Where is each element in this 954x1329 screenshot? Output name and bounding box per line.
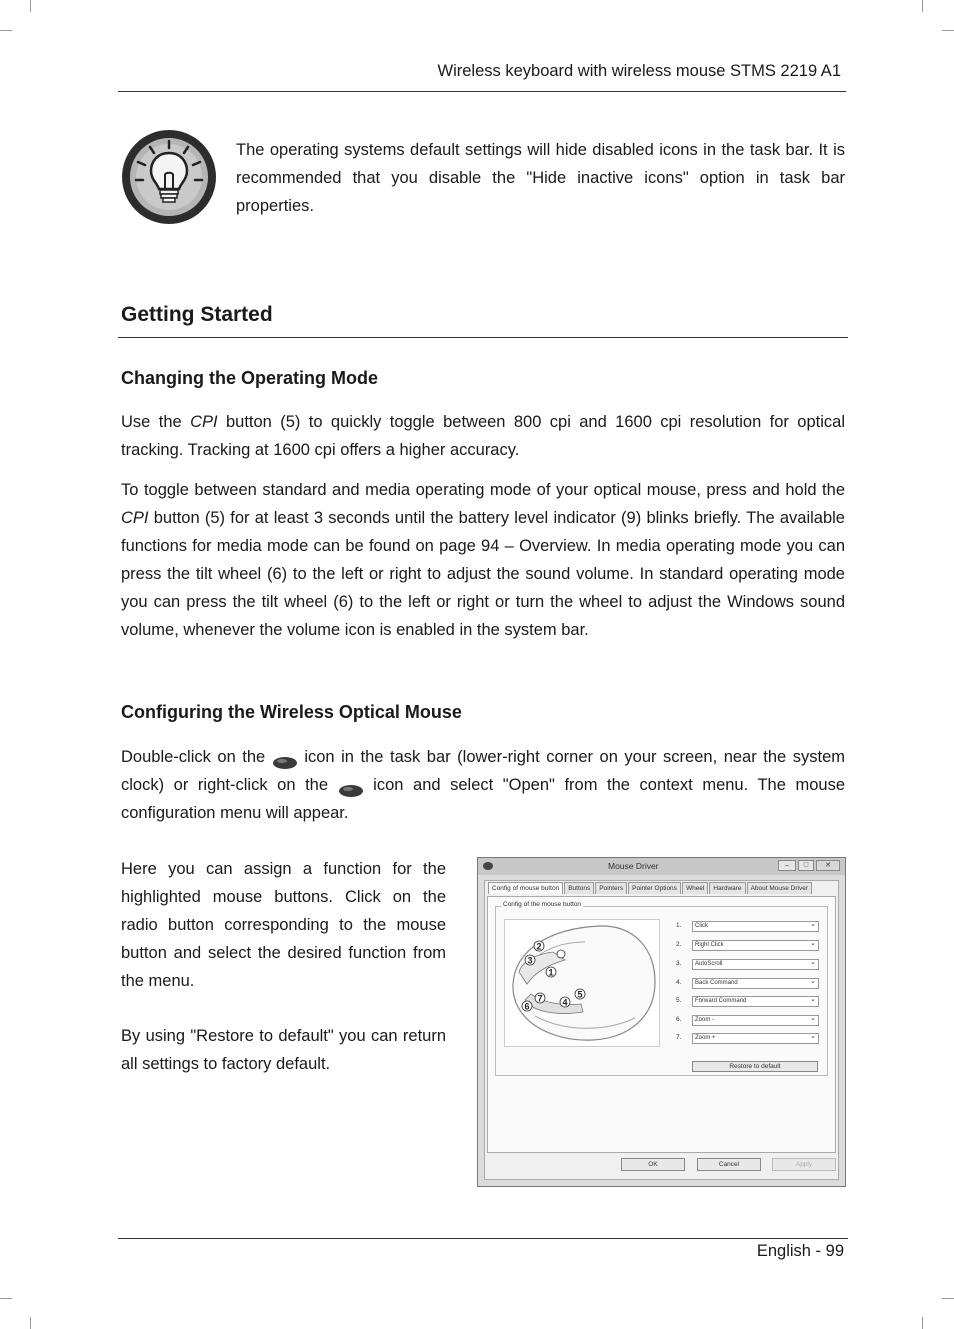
function-number: 7. (676, 1034, 682, 1041)
function-number: 2. (676, 941, 682, 948)
text-run: To toggle between standard and media operating mode of your optical mouse, press and hold the (121, 481, 845, 499)
tip-text: The operating systems default settings will hide disabled icons in the task bar. It is recommended that you disable the "Hide inactive icons" option in task bar properties. (236, 141, 845, 215)
function-row-7 (676, 1033, 816, 1044)
window-title: Mouse Driver (608, 861, 659, 871)
configuring-paragraph-3: By using "Restore to default" you can return all settings to factory default. (121, 1027, 446, 1073)
ok-button[interactable]: OK (621, 1158, 685, 1171)
configuring-paragraph-2: Here you can assign a function for the highlighted mouse buttons. Click on the radio button corresponding to the mouse button and select the desired function from the menu. (121, 860, 446, 990)
lightbulb-icon (120, 128, 218, 226)
section-title: Getting Started (121, 303, 273, 326)
function-number: 3. (676, 960, 682, 967)
cancel-button[interactable]: Cancel (697, 1158, 761, 1171)
function-select-6[interactable]: Zoom - ⌄ (692, 1015, 819, 1026)
operating-mode-paragraph-1 (121, 408, 845, 464)
mouse-tray-icon (272, 751, 298, 765)
mouse-label-3: 3 (527, 955, 533, 966)
crop-mark (30, 1317, 31, 1329)
crop-mark (0, 1298, 12, 1299)
footer-rule (118, 1238, 848, 1239)
function-select-7[interactable]: Zoom + ⌄ (692, 1033, 819, 1044)
app-icon (482, 861, 494, 873)
radio-button[interactable] (557, 950, 565, 958)
running-header: Wireless keyboard with wireless mouse STMS 2219 A1 (437, 62, 841, 80)
mouse-label-7: 7 (537, 993, 543, 1004)
function-row-3 (676, 959, 816, 970)
tab-buttons[interactable]: Buttons (564, 882, 594, 894)
subsection-title-operating-mode: Changing the Operating Mode (121, 368, 378, 388)
function-row-5 (676, 996, 816, 1007)
mouse-label-5: 5 (577, 989, 583, 1000)
window-titlebar (478, 858, 845, 875)
cpi-term: CPI (190, 413, 218, 431)
text-run: button (5) for at least 3 seconds until the battery level indicator (9) blinks briefly. The available functions for media mode can be found on page 94 – Overview. In media operating mode you can press the tilt wheel (6) to the left or right to adjust the sound volume. In standard operating mode you can press the tilt wheel (6) to the left or right or turn the wheel to adjust the Windows sound volume, whenever the volume icon is enabled in the system bar. (121, 509, 845, 639)
function-number: 4. (676, 979, 682, 986)
function-row-4 (676, 978, 816, 989)
window-body (484, 880, 839, 1180)
function-select-3[interactable]: AutoScroll ⌄ (692, 959, 819, 970)
function-row-1 (676, 921, 816, 932)
function-number: 6. (676, 1016, 682, 1023)
text-run: button (5) to quickly toggle between 800 cpi and 1600 cpi resolution for optical tracking. Tracking at 1600 cpi offers a higher accuracy. (121, 413, 845, 459)
minimize-icon[interactable]: – (778, 860, 796, 871)
crop-mark (30, 0, 31, 12)
crop-mark (0, 30, 12, 31)
page-footer: English - 99 (756, 1242, 844, 1260)
button-config-group (495, 901, 828, 1076)
section-rule (118, 337, 848, 338)
operating-mode-paragraph-2 (121, 476, 845, 644)
crop-mark (922, 0, 923, 12)
function-row-2 (676, 940, 816, 951)
tab-panel (487, 896, 836, 1153)
tab-about[interactable]: About Mouse Driver (747, 882, 812, 894)
configuring-paragraph-1 (121, 743, 845, 827)
tab-config-mouse-button[interactable]: Config of mouse button (488, 882, 563, 894)
text-run: icon and select "Open" from the context menu. The mouse configuration menu will appear. (121, 776, 845, 822)
restore-default-button[interactable]: Restore to default (692, 1061, 818, 1072)
crop-mark (942, 30, 954, 31)
mouse-label-6: 6 (524, 1001, 530, 1012)
maximize-icon[interactable]: □ (798, 860, 814, 871)
function-row-6 (676, 1015, 816, 1026)
mouse-driver-window (477, 857, 846, 1187)
tab-wheel[interactable]: Wheel (682, 882, 708, 894)
mouse-diagram (504, 919, 660, 1047)
function-select-2[interactable]: Right Click ⌄ (692, 940, 819, 951)
close-icon[interactable]: ✕ (816, 860, 840, 871)
text-run: Double-click on the (121, 748, 272, 766)
text-run: icon in the task bar (lower-right corner on your screen, near the system clock) or right-click on the (121, 748, 845, 794)
header-rule (118, 91, 846, 92)
apply-button[interactable]: Apply (772, 1158, 836, 1171)
tab-pointer-options[interactable]: Pointer Options (628, 882, 681, 894)
tab-pointers[interactable]: Pointers (595, 882, 627, 894)
function-select-5[interactable]: Forward Command ⌄ (692, 996, 819, 1007)
text-run: Use the (121, 413, 191, 431)
mouse-tray-icon (338, 779, 364, 793)
function-number: 5. (676, 997, 682, 1004)
mouse-label-4: 4 (562, 997, 568, 1008)
tab-bar (488, 882, 812, 894)
function-select-4[interactable]: Back Command ⌄ (692, 978, 819, 989)
mouse-label-2: 2 (536, 941, 542, 952)
group-title: Config of the mouse button (503, 901, 582, 908)
cpi-term: CPI (121, 509, 149, 527)
function-number: 1. (676, 922, 682, 929)
tab-hardware[interactable]: Hardware (709, 882, 745, 894)
subsection-title-configuring: Configuring the Wireless Optical Mouse (121, 702, 462, 722)
function-select-1[interactable]: Click ⌄ (692, 921, 819, 932)
crop-mark (922, 1317, 923, 1329)
crop-mark (942, 1298, 954, 1299)
mouse-label-1: 1 (548, 967, 554, 978)
